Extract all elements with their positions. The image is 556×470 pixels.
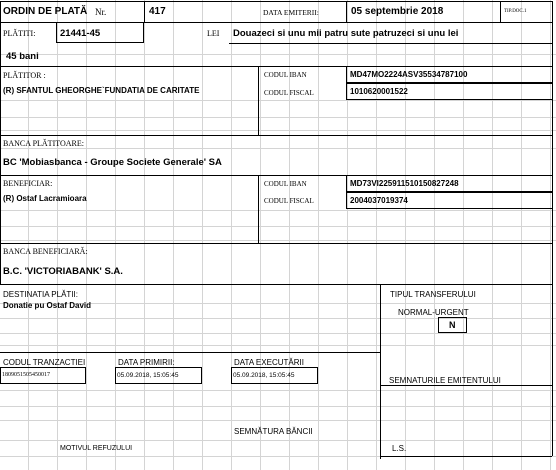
- transfer-type-value: N: [449, 320, 456, 330]
- transaction-code-label: CODUL TRANZACTIEI: [3, 358, 86, 367]
- beneficiary-label: BENEFICIAR:: [3, 179, 53, 188]
- execution-date: 05.09.2018, 15:05:45: [233, 372, 295, 379]
- payer-iban: MD47MO2224ASV35534787100: [350, 70, 468, 79]
- currency-label: LEI: [207, 29, 220, 38]
- beneficiary-bank-label: BANCA BENEFICIARĂ:: [3, 247, 88, 256]
- ls-label: L.S.: [392, 444, 407, 453]
- beneficiary-fiscal-code: 2004037019374: [350, 196, 408, 205]
- destination-value: Donatie pu Ostaf David: [3, 301, 92, 310]
- execution-date-label: DATA EXECUTĂRII: [234, 358, 304, 367]
- issuer-signatures-label: SEMNATURILE EMITENTULUI: [389, 376, 501, 385]
- payer-iban-label: CODUL IBAN: [264, 71, 307, 79]
- document-title: ORDIN DE PLATĂ: [3, 6, 88, 17]
- beneficiary-iban: MD73VI225911510150827248: [350, 179, 459, 188]
- amount-label: PLĂTITI:: [3, 29, 36, 38]
- transfer-type-box: [438, 317, 467, 333]
- payer-label: PLĂTITOR :: [3, 71, 46, 80]
- beneficiary-fiscal-label: CODUL FISCAL: [264, 197, 314, 205]
- payer-fiscal-code: 1010620001522: [350, 87, 408, 96]
- destination-label: DESTINATIA PLĂTII:: [3, 290, 78, 299]
- number-label: Nr.: [95, 7, 107, 17]
- amount-value: 21441-45: [60, 28, 101, 39]
- payer-name: (R) SFANTUL GHEORGHE`FUNDATIA DE CARITATE: [3, 86, 200, 95]
- issue-date: 05 septembrie 2018: [351, 6, 444, 17]
- payer-bank-name: BC 'Mobiasbanca - Groupe Societe Generale' SA: [3, 157, 222, 168]
- transfer-type-name: NORMAL-URGENT: [398, 308, 469, 317]
- transaction-code: 1809051505450017: [2, 372, 50, 378]
- received-date-label: DATA PRIMIRII:: [118, 358, 175, 367]
- form-code: TIP.DOC.1: [504, 9, 527, 14]
- issue-date-label: DATA EMITERII:: [263, 8, 319, 17]
- received-date: 05.09.2018, 15:05:45: [117, 372, 179, 379]
- payer-fiscal-label: CODUL FISCAL: [264, 89, 314, 97]
- payer-bank-label: BANCA PLĂTITOARE:: [3, 139, 84, 148]
- transfer-type-label: TIPUL TRANSFERULUI: [390, 290, 476, 299]
- order-number: 417: [149, 6, 166, 17]
- beneficiary-bank-name: B.C. 'VICTORIABANK' S.A.: [3, 266, 123, 277]
- beneficiary-iban-label: CODUL IBAN: [264, 180, 307, 188]
- bank-signature-label: SEMNĂTURA BĂNCII: [234, 427, 313, 436]
- amount-bani: 45 bani: [6, 51, 39, 62]
- refusal-reason-label: MOTIVUL REFUZULUI: [60, 445, 133, 452]
- beneficiary-name: (R) Ostaf Lacramioara: [3, 194, 87, 203]
- amount-in-words: Douazeci si unu mii patru sute patruzeci si unu lei: [233, 28, 459, 39]
